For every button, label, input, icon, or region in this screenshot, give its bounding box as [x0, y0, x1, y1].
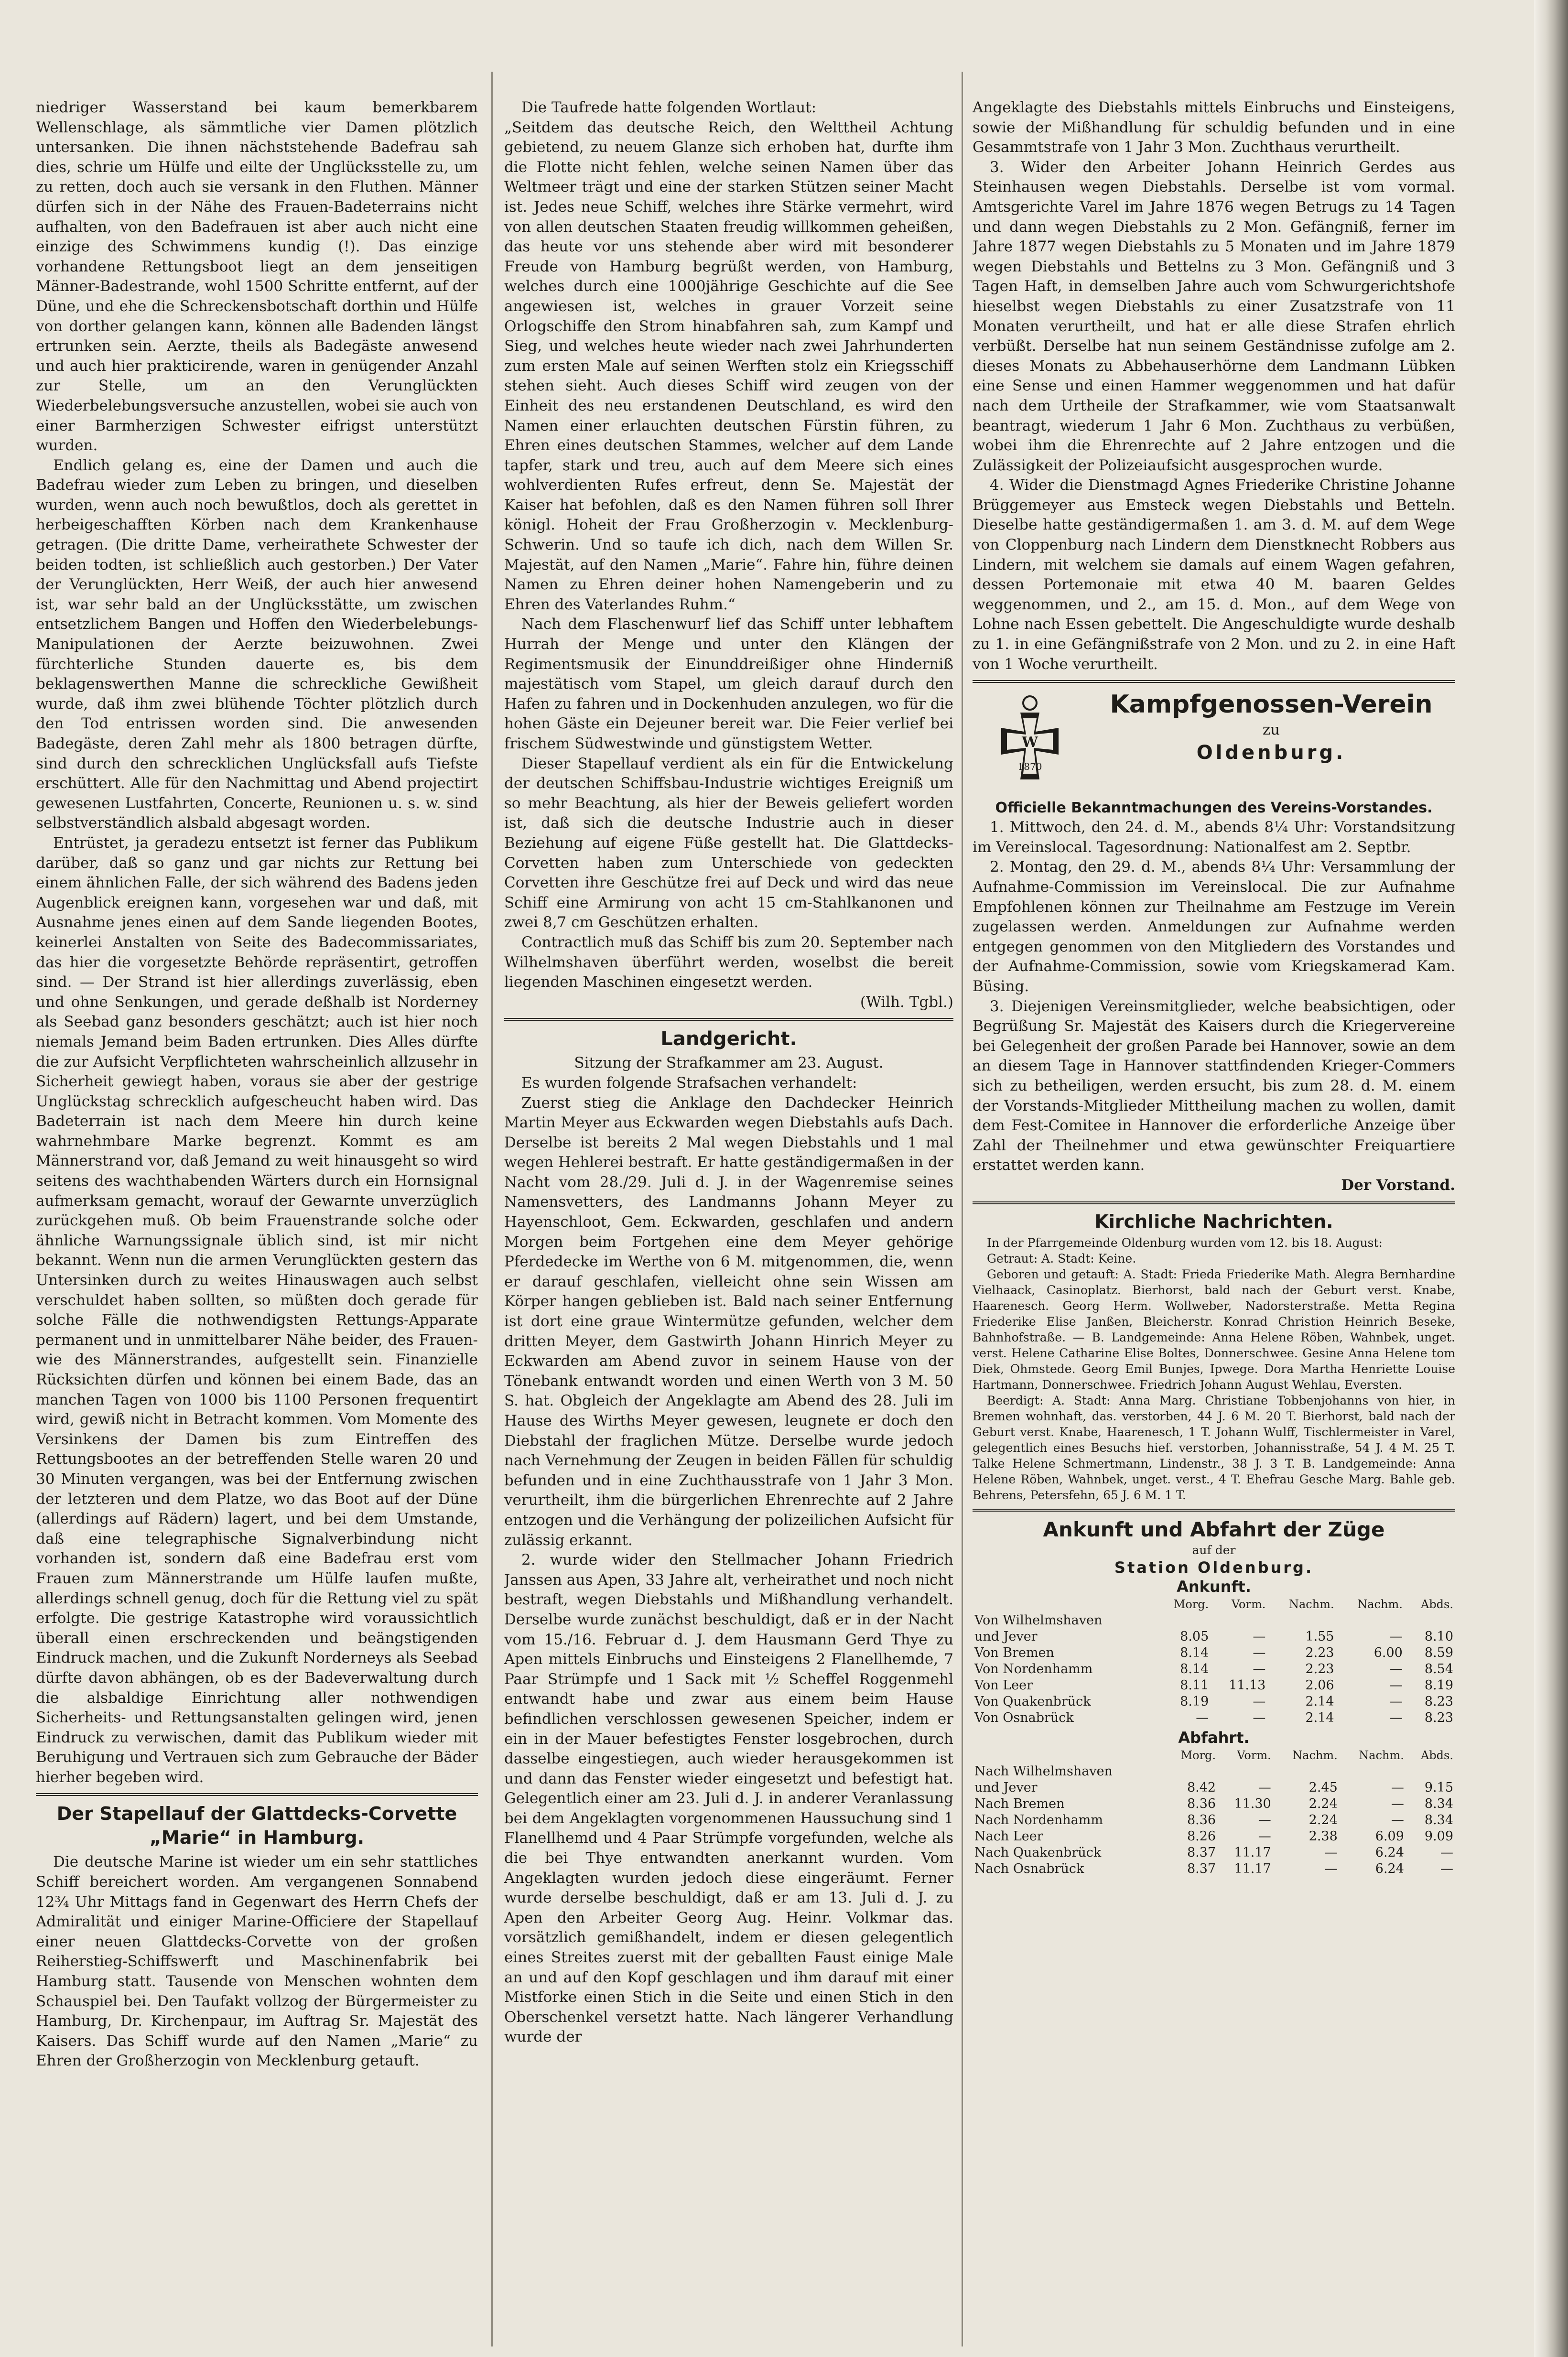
time-cell: 8.59	[1424, 1645, 1453, 1660]
time-cell: 8.19	[1424, 1677, 1453, 1693]
table-row	[973, 1828, 1455, 1845]
paragraph: Beerdigt: A. Stadt: Anna Marg. Christiane Tobbenjohanns von hier, in Bremen wohnhaft, das. verstorben, 44 J. 6 M. 20 T. Bierhorst, bald nach der Geburt verst. Knabe, Haarenesch, 1 T. Johann Wulff, Tischlermeister in Varel, gelegentlich eines Besuchs hief. verstorben, Johannisstraße, 54 J. 4 M. 25 T. Talke Helene Schmertmann, Lindenstr., 38 J. 3 T. B. Landgemeinde: Anna Helene Röben, Wahnbek, unget. verst., 4 T. Ehefrau Gesche Marg. Bahle geb. Behrens, Petersfehn, 65 J. 6 M. 1 T.	[973, 1393, 1455, 1502]
arrival-heading: Ankunft.	[1177, 1577, 1251, 1596]
verein-zu: zu	[1262, 721, 1280, 739]
time-cell: 2.14	[1305, 1694, 1334, 1709]
route-cell: und Jever	[974, 1629, 1038, 1644]
paragraph: 4. Wider die Dienstmagd Agnes Friederike Christine Johanne Brüggemeyer aus Emsteck wegen Diebstahls und Betteln. Dieselbe hatte geständigermaßen 1. am 3. d. M. auf dem Wege von Cloppenburg nach Lindern dem Dienstknecht Robbers aus Lindern, mit welchem sie damals auf einem Wagen gefahren, dessen Portemonaie mit etwa 40 M. baaren Geldes weggenommen, und 2., am 15. d. Mon., auf dem Wege von Lohne nach Essen gebettelt. Die Angeschuldigte wurde deshalb zu 1. in eine Gefängnißstrafe von 2 Mon. und zu 2. in eine Haft von 1 Woche verurtheilt.	[973, 476, 1455, 673]
column-header: Nachm.	[1357, 1597, 1403, 1611]
divider	[973, 1201, 1455, 1204]
paragraph: 3. Diejenigen Vereinsmitglieder, welche beabsichtigen, oder Begrüßung Sr. Majestät des Kaisers durch die Kriegervereine bei Gelegenheit der großen Parade bei Hannover, sowie an dem an diesem Tage in Hannover stattfindenden Krieger-Commers sich zu betheiligen, werden ersucht, bis zum 28. d. M. einem der Vorstands-Mitglieder Mittheilung machen zu wollen, damit dem Fest-Comitee in Hannover die erforderliche Anzeige über Zahl der Theilnehmer und etwa gewünschter Freiquartiere erstattet werden kann.	[973, 997, 1455, 1174]
table-header	[973, 1596, 1455, 1612]
table-row	[973, 1677, 1455, 1694]
verein-announcement	[973, 689, 1455, 799]
paragraph: Endlich gelang es, eine der Damen und auch die Badefrau wieder zum Leben zu bringen, und dieselben wurden, wenn auch noch bewußtlos, doch als gerettet in herbeigeschafften Körben nach dem Krankenhause getragen. (Die dritte Dame, verheirathete Schwester der beiden todten, ist schließlich auch gestorben.) Der Vater der Verunglückten, Herr Weiß, der auch hier anwesend ist, war sehr bald an der Unglücksstätte, um zwischen entsetzlichem Bangen und Hoffen den Wiederbelebungs-Manipulationen der Aerzte beizuwohnen. Zwei fürchterliche Stunden dauerte es, bis dem beklagenswerthen Manne die schreckliche Gewißheit wurde, daß ihm zwei blühende Töchter plötzlich durch den Tod entrissen worden sind. Die anwesenden Badegäste, deren Zahl mehr als 1800 betragen dürfte, sind durch den schrecklichen Unglücksfall aufs Tiefste erschüttert. Alle für den Nachmittag und Abend projectirt gewesenen Lustfahrten, Concerte, Reunionen u. s. w. sind selbstverständlich alsbald abgesagt worden.	[36, 456, 478, 832]
time-cell: 2.24	[1308, 1812, 1338, 1827]
time-cell: 9.15	[1424, 1780, 1453, 1795]
time-cell: —	[1253, 1645, 1266, 1660]
table-header	[973, 1747, 1455, 1763]
divider	[973, 680, 1455, 683]
table-row	[973, 1812, 1455, 1828]
time-cell: 2.14	[1305, 1710, 1334, 1725]
paragraph: 2. Montag, den 29. d. M., abends 8¼ Uhr: Versammlung der Aufnahme-Commission im Vereinslocal. Die zur Aufnahme Empfohlenen können zur Theilnahme am Festzuge im Verein zugelassen werden. Anmeldungen zur Aufnahme werden entgegen genommen von den Mitgliedern des Vorstandes und der Aufnahme-Commission, sowie vom Kriegskamerad Kam. Büsing.	[973, 858, 1455, 995]
time-cell: 8.14	[1180, 1645, 1209, 1660]
column-2	[504, 98, 953, 2339]
column-header: Nachm.	[1289, 1597, 1334, 1611]
train-sub: auf der	[1192, 1543, 1236, 1557]
time-cell: 8.23	[1424, 1694, 1453, 1709]
time-cell: 6.09	[1375, 1828, 1404, 1844]
time-cell: —	[1253, 1694, 1266, 1709]
source-credit: (Wilh. Tgbl.)	[860, 993, 953, 1011]
time-cell: —	[1253, 1661, 1266, 1676]
paragraph: 3. Wider den Arbeiter Johann Heinrich Gerdes aus Steinhausen wegen Diebstahls. Derselbe ist vom vormal. Amtsgerichte Varel im Jahre 1876 wegen Betrugs zu 14 Tagen und dann wegen Diebstahls zu 2 Mon. Gefängniß, ferner im Jahre 1877 wegen Diebstahls zu 5 Monaten und im Jahre 1879 wegen Diebstahls und Bettelns zu 3 Mon. Gefängniß und 3 Tagen Haft, in demselben Jahre auch vom Schwurgerichtshofe hieselbst wegen Diebstahls zu einer Zusatzstrafe von 11 Monaten verurtheilt, und hat er alle diese Strafen ehrlich verbüßt. Derselbe hat nun seinem Geständnisse zufolge am 2. dieses Monats zu Abbehauserhörne dem Landmann Lübken eine Sense und einen Hammer weggenommen und hat dafür nach dem Urtheile der Strafkammer, wie vom Staatsanwalt beantragt, wiederum 1 Jahr 6 Mon. Zuchthaus zu verbüßen, wobei ihm die Ehrenrechte auf 2 Jahre entzogen und die Zulässigkeit der Polizeiaufsicht ausgesprochen wurde.	[973, 158, 1455, 474]
paragraph: Zuerst stieg die Anklage den Dachdecker Heinrich Martin Meyer aus Eckwarden wegen Diebstahls aufs Dach. Derselbe ist bereits 2 Mal wegen Diebstahls und 1 mal wegen Hehlerei bestraft. Er hatte geständigermaßen in der Nacht vom 28./29. Juli d. J. in der Wagenremise seines Namensvetters, des Landmanns Johann Meyer zu Hayenschloot, Gem. Eckwarden, geschlafen und andern Morgen beim Fortgehen eine dem Meyer gehörige Pferdedecke im Werthe von 6 M. mitgenommen, die, wenn er darauf geschlafen, vielleicht ohne sein Wissen am Körper hangen geblieben ist. Bald nach seiner Entfernung ist dort eine graue Wintermütze gefunden, welcher dem dritten Meyer, dem Gastwirth Johann Hinrich Meyer zu Eckwarden am Abend zuvor in seinem Hause von der Tönebank entwandt worden und einen Werth von 3 M. 50 S. hat. Obgleich der Angeklagte am Abend des 28. Juli im Hause des Wirths Meyer gewesen, leugnete er doch den Diebstahl der fraglichen Mütze. Derselbe wurde jedoch nach Vernehmung der Zeugen in beiden Fällen für schuldig befunden und in eine Zuchthausstrafe von 1 Jahr 3 Mon. verurtheilt, ihm die bürgerlichen Ehrenrechte auf 2 Jahre entzogen und die Verhängung der polizeilichen Aufsicht für zulässig erkannt.	[504, 1094, 953, 1549]
paragraph: Getraut: A. Stadt: Keine.	[987, 1251, 1136, 1265]
time-cell: 8.54	[1424, 1661, 1453, 1676]
route-cell: Nach Osnabrück	[974, 1861, 1084, 1876]
time-cell: —	[1324, 1845, 1338, 1860]
time-cell: —	[1253, 1710, 1266, 1725]
time-cell: 8.34	[1424, 1796, 1453, 1811]
route-cell: Nach Bremen	[974, 1796, 1065, 1811]
time-cell	[1267, 1612, 1336, 1629]
book-spine	[1534, 0, 1568, 2357]
time-cell: 8.19	[1180, 1694, 1209, 1709]
route-cell: Von Wilhelmshaven	[974, 1612, 1103, 1628]
table-row	[973, 1612, 1455, 1629]
route-cell: Nach Leer	[974, 1828, 1043, 1844]
divider	[973, 1509, 1455, 1512]
table-row	[973, 1710, 1455, 1726]
time-cell: 6.24	[1375, 1861, 1404, 1876]
column-header: Vorm.	[1237, 1748, 1271, 1762]
time-cell: —	[1389, 1629, 1403, 1644]
iron-cross-icon	[982, 693, 1078, 799]
time-cell: 6.00	[1373, 1645, 1403, 1660]
article-heading: Der Stapellauf der Glattdecks-Corvette „Marie“ in Hamburg.	[56, 1803, 457, 1849]
time-cell: —	[1391, 1812, 1404, 1827]
table-row	[973, 1780, 1455, 1796]
signature: Der Vorstand.	[1341, 1176, 1455, 1194]
time-cell: —	[1440, 1861, 1453, 1876]
article-heading: Landgericht.	[660, 1028, 797, 1050]
time-cell: 8.36	[1187, 1796, 1216, 1811]
paragraph: In der Pfarrgemeinde Oldenburg wurden vom 12. bis 18. August:	[987, 1235, 1383, 1250]
route-cell: Von Bremen	[974, 1645, 1054, 1660]
time-cell: —	[1258, 1780, 1271, 1795]
table-row	[973, 1694, 1455, 1710]
paragraph: Es wurden folgende Strafsachen verhandelt:	[521, 1074, 857, 1092]
time-cell	[1405, 1612, 1455, 1629]
time-cell: 8.37	[1187, 1845, 1216, 1860]
column-header: Morg.	[1180, 1748, 1216, 1762]
route-cell: und Jever	[974, 1780, 1038, 1795]
paragraph: Geboren und getauft: A. Stadt: Frieda Friederike Math. Alegra Bernhardine Vielhaack, Casinoplatz. Bierhorst, bald nach der Geburt verst. Knabe, Haarenesch. Georg Herm. Wollweber, Nadorsterstraße. Metta Regina Friederike Elise Janßen, Bleicherstr. Konrad Christion Heinrich Beseke, Bahnhofstraße. — B. Landgemeinde: Anna Helene Röben, Wahnbek, unget. verst. Helene Catharine Elise Boltes, Donnerschwee. Gesine Anna Helene tom Diek, Ohmstede. Georg Emil Bunjes, Ipwege. Dora Martha Henriette Louise Hartmann, Donnerschwee. Friedrich Johann August Wehlau, Eversten.	[973, 1267, 1455, 1392]
time-cell: —	[1391, 1780, 1404, 1795]
time-cell: 11.30	[1234, 1796, 1271, 1811]
departure-table	[973, 1747, 1455, 1877]
divider	[504, 1018, 953, 1021]
column-header: Morg.	[1173, 1597, 1209, 1611]
time-cell: 2.23	[1305, 1661, 1334, 1676]
column-header: Vorm.	[1231, 1597, 1266, 1611]
station-name: Station Oldenburg.	[1114, 1558, 1314, 1577]
train-heading: Ankunft und Abfahrt der Züge	[1043, 1517, 1385, 1541]
time-cell: —	[1324, 1861, 1338, 1876]
time-cell: —	[1389, 1694, 1403, 1709]
table-row	[973, 1661, 1455, 1677]
route-cell: Von Quakenbrück	[974, 1694, 1091, 1709]
paragraph: niedriger Wasserstand bei kaum bemerkbarem Wellenschlage, als sämmtliche vier Damen plötzlich untersanken. Die ihnen nächststehende Badefrau sah dies, schrie um Hülfe und eilte der Unglücksstelle zu, um zu retten, doch auch sie versank in den Fluthen. Männer dürfen sich in der Nähe des Frauen-Badeterrains nicht aufhalten, von den Badefrauen ist aber auch nicht eine einzige des Schwimmens kundig (!). Das einzige vorhandene Rettungsboot liegt an dem jenseitigen Männer-Badestrande, wohl 1500 Schritte entfernt, auf der Düne, und ehe die Schreckensbotschaft dorthin und Hülfe von dorther gelangen kann, können alle Badenden längst ertrunken sein. Aerzte, theils als Badegäste anwesend und auch hier prakticirende, waren in genügender Anzahl zur Stelle, um an den Verunglückten Wiederbelebungsversuche anzustellen, wobei sie auch von einer Barmherzigen Schwester eifrigst unterstützt wurden.	[36, 99, 478, 454]
column-3	[973, 98, 1455, 2339]
time-cell: 2.23	[1305, 1645, 1334, 1660]
column-header: Nachm.	[1359, 1748, 1404, 1762]
departure-heading: Abfahrt.	[1178, 1728, 1250, 1747]
time-cell: 8.26	[1187, 1828, 1216, 1844]
time-cell: 8.14	[1180, 1661, 1209, 1676]
time-cell: —	[1196, 1710, 1209, 1725]
route-cell: Nach Nordenhamm	[974, 1812, 1103, 1827]
time-cell	[1273, 1763, 1340, 1780]
time-cell: 8.23	[1424, 1710, 1453, 1725]
time-cell: —	[1258, 1812, 1271, 1827]
route-cell: Von Nordenhamm	[974, 1661, 1093, 1676]
table-row	[973, 1629, 1455, 1645]
time-cell: —	[1391, 1796, 1404, 1811]
time-cell: 1.55	[1305, 1629, 1334, 1644]
subheading: Sitzung der Strafkammer am 23. August.	[574, 1054, 884, 1072]
paragraph: „Seitdem das deutsche Reich, den Welttheil Achtung gebietend, zu neuem Glanze sich erhoben hat, durfte ihm die Flotte nicht fehlen, welche seinen Namen über das Weltmeer trägt und eine der starken Stützen seiner Macht ist. Jedes neue Schiff, welches ihre Stärke vermehrt, wird von allen deutschen Staaten freudig willkommen geheißen, das heute vor uns stehende aber wird mit besonderer Freude von Hamburg begrüßt werden, von Hamburg, welches durch eine 1000jährige Geschichte auf die See angewiesen ist, welches in grauer Vorzeit seine Orlogschiffe den Strom hinabfahren sah, zum Kampf und Sieg, und welches heute wieder nach zwei Jahrhunderten zum ersten Male auf seinen Werften stolz ein Kriegsschiff stehen sieht. Auch dieses Schiff wird zeugen von der Einheit des neu erstandenen Deutschland, es wird den Namen einer erlauchten deutschen Fürstin führen, zu Ehren eines deutschen Stammes, welcher auf dem Lande tapfer, stark und treu, auch auf dem Meere sich eines wohlverdienten Rufes erfreut, denn Se. Majestät der Kaiser hat befohlen, daß es den Namen führen soll Ihrer königl. Hoheit der Frau Großherzogin v. Mecklenburg-Schwerin. Und so taufe ich dich, nach dem Willen Sr. Majestät, auf den Namen „Marie“. Fahre hin, führe deinen Namen zu Ehren deiner hohen Namengeberin und zu Ehren des Vaterlandes Ruhm.“	[504, 119, 953, 613]
paragraph: Entrüstet, ja geradezu entsetzt ist ferner das Publikum darüber, daß so ganz und gar nichts zur Rettung bei einem ähnlichen Falle, der sich während des Badens jeden Augenblick ereignen kann, vorgesehen war und daß, mit Ausnahme jenes einen auf dem Sande liegenden Bootes, keinerlei Anstalten von Seite des Badecommissariates, das hier die vorgesetzte Behörde repräsentirt, getroffen sind. — Der Strand ist hier allerdings zuverlässig, eben und ohne Senkungen, und gerade deßhalb ist Norderney als Seebad ganz besonders geschätzt; auch ist hier noch niemals Jemand beim Baden ertrunken. Dies Alles dürfte die zur Aufsicht Verpflichteten wahrscheinlich allzusehr in Sicherheit gewiegt haben, voraus sie aber der gestrige Unglückstag schrecklich aufgescheucht haben wird. Das Badeterrain ist nach dem Meere hin durch keine wahrnehmbare Marke begrenzt. Kommt es am Männerstrand vor, daß Jemand zu weit hinausgeht so wird seitens des wachthabenden Wärters durch ein Hornsignal aufmerksam gemacht, worauf der Gewarnte unverzüglich zurückgehen muß. Ob beim Frauenstrande solche oder ähnliche Warnungssignale üblich sind, ist mir nicht bekannt. Wenn nun die armen Verunglückten gestern das Untersinken durch zu weites Hinauswagen auch selbst verschuldet haben sollten, so müßten doch gerade für solche Fälle die nothwendigsten Rettungs-Apparate permanent und in unmittelbarer Nähe beider, des Frauen- wie des Männerstrandes, aufgestellt sein. Finanzielle Rücksichten dürfen und können bei einem Bade, das an manchen Tagen von 1000 bis 1100 Personen frequentirt wird, gewiß nicht in Betracht kommen. Vom Momente des Versinkens der Damen bis zum Eintreffen des Rettungsbootes an der betreffenden Stelle waren 20 und 30 Minuten vergangen, was bei der Entfernung zwischen der letzteren und dem Platze, wo das Boot auf der Düne (allerdings auf Rädern) lagert, und bei dem Umstande, daß eine telegraphische Signalverbindung nicht vorhanden ist, sondern daß eine Badefrau erst vom Frauen zum Männerstrande um Hülfe laufen mußte, allerdings schnell genug, doch für die Rettung viel zu spät erfolgte. Die gestrige Katastrophe wird voraussichtlich überall einen erschreckenden und beängstigenden Eindruck machen, und die Zukunft Norderneys als Seebad dürfte davon abhängen, ob es der Badeverwaltung durch die alsbaldige Einrichtung aller nothwendigen Sicherheits- und Rettungsanstalten gelingen wird, jenen Eindruck zu verwischen, damit das Publikum wieder mit Beruhigung und Vertrauen sich zum Gebrauche der Bäder hierher begeben wird.	[36, 834, 478, 1786]
route-cell: Nach Wilhelmshaven	[974, 1763, 1113, 1779]
route-cell: Von Leer	[974, 1677, 1033, 1693]
time-cell: 8.36	[1187, 1812, 1216, 1827]
verein-subheading: Officielle Bekanntmachungen des Vereins-Vorstandes.	[995, 800, 1433, 817]
time-cell: 9.09	[1424, 1828, 1453, 1844]
time-cell: 2.24	[1308, 1796, 1338, 1811]
column-1	[36, 98, 478, 2339]
column-rule	[491, 72, 493, 2346]
paragraph: Angeklagte des Diebstahls mittels Einbruchs und Einsteigens, sowie der Mißhandlung für schuldig befunden und in eine Gesammtstrafe von 1 Jahr 3 Mon. Zuchthaus verurtheilt.	[973, 99, 1455, 156]
time-cell: 11.13	[1229, 1677, 1266, 1693]
route-cell: Nach Quakenbrück	[974, 1845, 1102, 1860]
verein-title: Kampfgenossen-Verein	[1110, 690, 1433, 719]
time-cell: —	[1389, 1677, 1403, 1693]
divider	[36, 1793, 478, 1796]
time-cell	[1406, 1763, 1455, 1780]
time-cell: 8.05	[1180, 1629, 1209, 1644]
column-header: Abds.	[1420, 1748, 1453, 1762]
paragraph: Die deutsche Marine ist wieder um ein sehr stattliches Schiff bereichert worden. Am vergangenen Sonnabend 12¾ Uhr Mittags fand in Gegenwart des Herrn Chefs der Admiralität und einiger Marine-Officiere der Stapellauf einer neuen Glattdecks-Corvette von der großen Reiherstieg-Schiffswerft und Maschinenfabrik bei Hamburg statt. Tausende von Menschen wohnten dem Schauspiel bei. Den Taufakt vollzog der Bürgermeister zu Hamburg, Dr. Kirchenpaur, im Auftrag Sr. Majestät des Kaisers. Das Schiff wurde auf den Namen „Marie“ zu Ehren der Großherzogin von Mecklenburg getauft.	[36, 1853, 478, 2070]
table-row	[973, 1796, 1455, 1812]
church-news-heading: Kirchliche Nachrichten.	[1094, 1211, 1333, 1232]
time-cell	[1156, 1612, 1211, 1629]
time-cell	[1211, 1612, 1267, 1629]
paragraph: Nach dem Flaschenwurf lief das Schiff unter lebhaftem Hurrah der Menge und unter den Klängen der Regimentsmusik der Einunddreißiger ohne Hinderniß majestätisch vom Stapel, um gleich darauf durch den Hafen zu fahren und in Dockenhuden anzulegen, wo für die hohen Gäste ein Dejeuner bereit war. Die Feier verlief bei frischem Südwestwinde und günstigstem Wetter.	[504, 616, 953, 752]
time-cell: 8.11	[1180, 1677, 1209, 1693]
route-cell: Von Osnabrück	[974, 1710, 1074, 1725]
time-cell: 11.17	[1234, 1861, 1271, 1876]
time-cell: 8.10	[1424, 1629, 1453, 1644]
cross-year: 1870	[1017, 761, 1042, 773]
time-cell: —	[1253, 1629, 1266, 1644]
svg-text:W: W	[1022, 734, 1038, 751]
time-cell: —	[1440, 1845, 1453, 1860]
time-cell: 8.42	[1187, 1780, 1216, 1795]
table-row	[973, 1645, 1455, 1661]
arrival-table	[973, 1596, 1455, 1726]
table-row	[973, 1845, 1455, 1861]
time-cell: 11.17	[1234, 1845, 1271, 1860]
table-row	[973, 1763, 1455, 1780]
column-header: Nachm.	[1292, 1748, 1338, 1762]
table-row	[973, 1861, 1455, 1877]
time-cell: 2.38	[1308, 1828, 1338, 1844]
column-rule	[962, 72, 963, 2346]
paragraph: Contractlich muß das Schiff bis zum 20. September nach Wilhelmshaven überführt werden, woselbst die bereit liegenden Maschinen eingesetzt werden.	[504, 933, 953, 991]
paragraph: Dieser Stapellauf verdient als ein für die Entwickelung der deutschen Schiffsbau-Industrie wichtiges Ereigniß um so mehr Beachtung, als hier der Beweis geliefert worden ist, daß sich die deutsche Industrie auch in dieser Beziehung auf eigene Füße gestellt hat. Die Glattdecks-Corvetten haben zum Unterschiede von gedeckten Corvetten ihre Geschütze frei auf Deck und wird das neue Schiff eine Armirung von acht 15 cm-Stahlkanonen und zwei 8,7 cm Geschützen erhalten.	[504, 755, 953, 931]
time-cell	[1165, 1763, 1218, 1780]
time-cell: 2.06	[1305, 1677, 1334, 1693]
time-cell	[1336, 1612, 1405, 1629]
time-cell	[1340, 1763, 1406, 1780]
paragraph: 2. wurde wider den Stellmacher Johann Friedrich Janssen aus Apen, 33 Jahre alt, verheirathet und noch nicht bestraft, wegen Diebstahls und Mißhandlung verhandelt. Derselbe wurde zunächst beschuldigt, daß er in der Nacht vom 15./16. Februar d. J. dem Hausmann Gerd Thye zu Apen mittels Einbruchs und Einsteigens 2 Flanellhemde, 7 Paar Strümpfe und 1 Sack mit ½ Scheffel Roggenmehl entwandt habe und zwar aus einem beim Hause befindlichen verschlossen gewesenen Speicher, indem er ein in der Mauer befestigtes Fenster losgebrochen, durch dasselbe eingestiegen, auch wieder herausgekommen ist und dann das Fenster wieder eingesetzt und befestigt hat. Gelegentlich einer am 23. Juli d. J. in anderer Veranlassung bei dem Angeklagten vorgenommenen Haussuchung sind 1 Flanellhemd und 4 Paar Strümpfe vorgefunden, welche als die bei Thye entwandten anerkannt wurden. Vom Angeklagten wurden jedoch diese eingeräumt. Ferner wurde derselbe beschuldigt, daß er am 13. Juli d. J. zu Apen den Arbeiter Georg Aug. Heinr. Volkmar das. vorsätzlich gemißhandelt, indem er diesen gelegentlich eines Streites zuerst mit der geballten Faust einige Male an und auf den Kopf geschlagen und ihm darauf mit einer Mistforke einen Stich in die Seite und einen Stich in den Oberschenkel versetzt hatte. Nach längerer Verhandlung wurde der	[504, 1551, 953, 2046]
paragraph: Die Taufrede hatte folgenden Wortlaut:	[521, 99, 817, 116]
time-cell: 6.24	[1375, 1845, 1404, 1860]
time-cell: 8.34	[1424, 1812, 1453, 1827]
time-cell: —	[1389, 1710, 1403, 1725]
time-cell: 8.37	[1187, 1861, 1216, 1876]
paragraph: 1. Mittwoch, den 24. d. M., abends 8¼ Uhr: Vorstandsitzung im Vereinslocal. Tagesordnung: Nationalfest am 2. Septbr.	[973, 819, 1455, 856]
time-cell: 2.45	[1308, 1780, 1338, 1795]
time-cell	[1218, 1763, 1273, 1780]
time-cell: —	[1258, 1828, 1271, 1844]
column-header: Abds.	[1420, 1597, 1453, 1611]
verein-city: Oldenburg.	[1196, 741, 1346, 764]
time-cell: —	[1389, 1661, 1403, 1676]
